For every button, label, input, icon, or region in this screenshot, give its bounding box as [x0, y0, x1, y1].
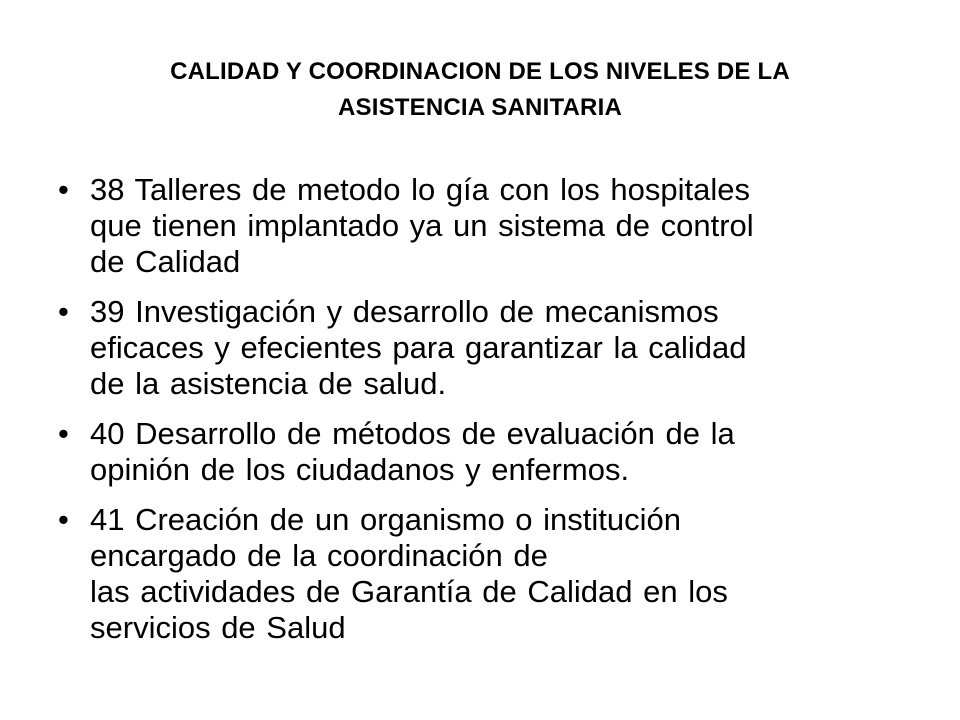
slide-title: [40, 54, 920, 126]
bullet-icon: •: [58, 502, 69, 537]
bullet-text: [90, 416, 908, 488]
bullet-line: las actividades de Garantía de Calidad en los: [90, 574, 728, 609]
bullet-line: de Calidad: [90, 244, 241, 279]
bullet-item-41: [58, 502, 908, 646]
bullet-line: servicios de Salud: [90, 610, 346, 645]
bullet-line: 38 Talleres de metodo lo gía con los hospitales: [90, 172, 750, 207]
bullet-line: eficaces y efecientes para garantizar la calidad: [90, 330, 747, 365]
bullet-line: opinión de los ciudadanos y enfermos.: [90, 452, 630, 487]
bullet-text: [90, 172, 908, 280]
bullet-text: [90, 294, 908, 402]
bullet-text: [90, 502, 908, 646]
bullet-item-38: [58, 172, 908, 280]
title-line-1: CALIDAD Y COORDINACION DE LOS NIVELES DE LA: [170, 58, 790, 85]
bullet-line: 39 Investigación y desarrollo de mecanismos: [90, 294, 719, 329]
bullet-line: encargado de la coordinación de: [90, 538, 548, 573]
title-line-2: ASISTENCIA SANITARIA: [337, 94, 622, 121]
bullet-item-39: [58, 294, 908, 402]
bullet-line: 40 Desarrollo de métodos de evaluación de la: [90, 416, 735, 451]
bullet-item-40: [58, 416, 908, 488]
bullet-line: que tienen implantado ya un sistema de control: [90, 208, 754, 243]
bullet-icon: •: [58, 294, 69, 329]
bullet-line: 41 Creación de un organismo o institución: [90, 502, 682, 537]
bullet-list: [58, 172, 908, 660]
bullet-icon: •: [58, 172, 69, 207]
bullet-line: de la asistencia de salud.: [90, 366, 447, 401]
bullet-icon: •: [58, 416, 69, 451]
